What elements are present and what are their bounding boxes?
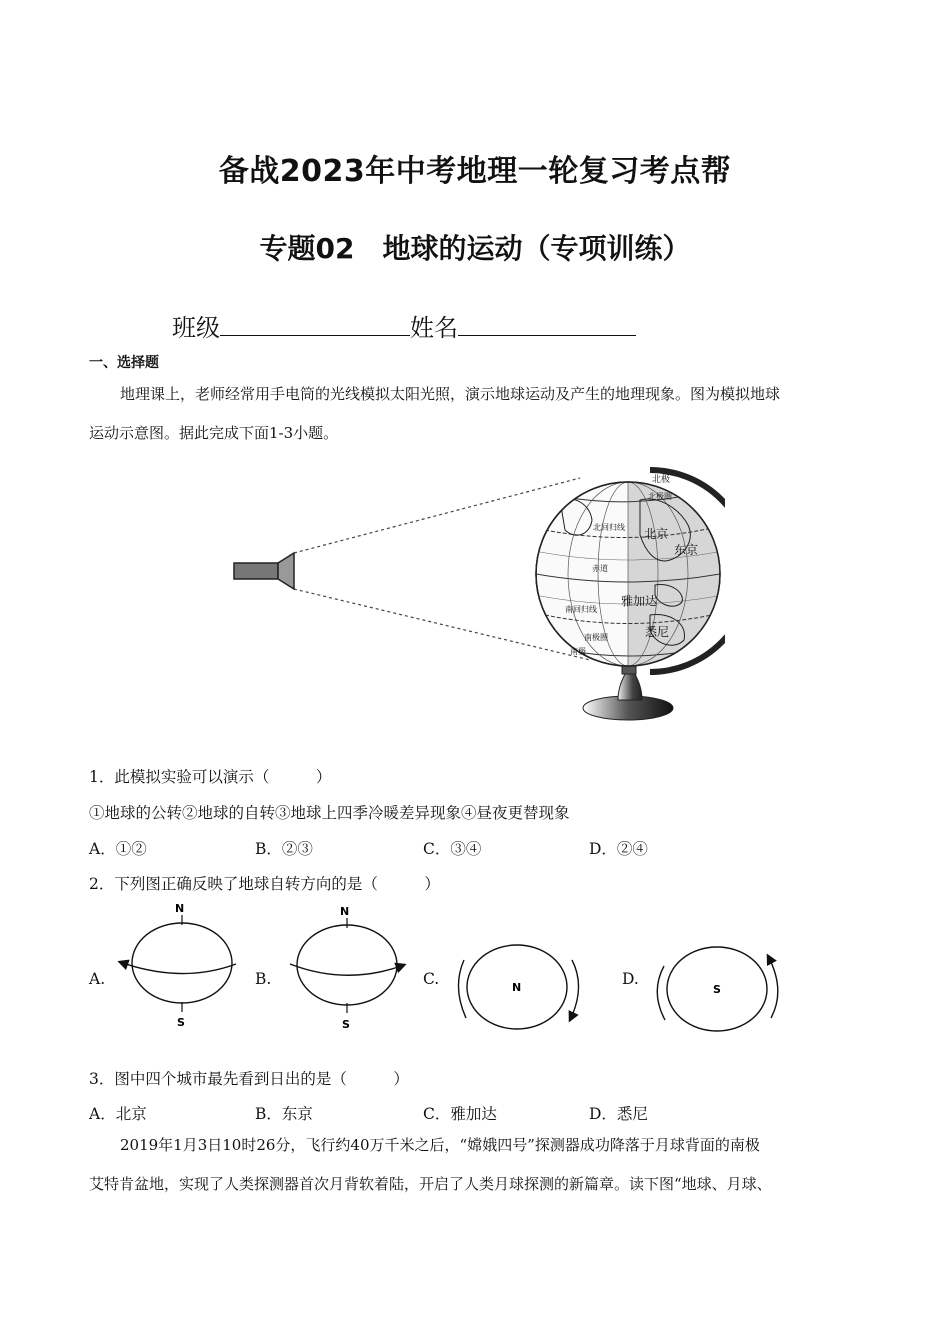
intro-line-1: 地理课上，老师经常用手电筒的光线模拟太阳光照，演示地球运动及产生的地理现象。图为模拟地球 [120, 385, 781, 403]
tropic-cancer-label: 北回归线 [593, 523, 625, 532]
page-subtitle: 专题02 地球的运动（专项训练） [259, 232, 691, 265]
south-pole-label: 南极 [570, 647, 586, 656]
q1-option-d[interactable]: D．②④ [589, 840, 648, 858]
antarctic-circle-label: 南极圈 [584, 633, 608, 642]
equator-label: 赤道 [592, 564, 608, 573]
rotation-diagrams [100, 895, 800, 1035]
q1-option-c[interactable]: C．③④ [423, 840, 482, 858]
section-title: 一、选择题 [89, 355, 159, 371]
option-b-south-label: S [342, 1018, 350, 1031]
class-blank[interactable] [220, 311, 410, 336]
option-a-south-label: S [177, 1016, 185, 1029]
q3-option-d[interactable]: D．悉尼 [589, 1105, 648, 1123]
globe [536, 470, 725, 680]
class-name-row [172, 308, 636, 343]
flashlight-icon [234, 553, 294, 589]
name-blank[interactable] [458, 311, 636, 336]
option-c-north-label: N [512, 981, 522, 994]
page-title: 备战2023年中考地理一轮复习考点帮 [218, 154, 732, 189]
option-c-diagram[interactable] [458, 945, 578, 1029]
arctic-circle-label: 北极圈 [648, 492, 672, 501]
sydney-label: 悉尼 [645, 625, 670, 639]
north-pole-label: 北极 [652, 475, 671, 485]
q3-option-a[interactable]: A．北京 [89, 1105, 147, 1123]
class-label: 班级 [172, 314, 220, 342]
question-3-stem: 3．图中四个城市最先看到日出的是（ ） [89, 1070, 409, 1088]
jakarta-label: 雅加达 [621, 594, 658, 608]
option-d-south-label: S [713, 983, 721, 996]
q3-option-b[interactable]: B．东京 [255, 1105, 313, 1123]
option-b-north-label: N [340, 905, 350, 918]
intro-line-2: 运动示意图。据此完成下面1-3小题。 [89, 424, 339, 442]
beam-upper-line [294, 478, 580, 553]
question-1-stem: 1．此模拟实验可以演示（ ） [89, 768, 332, 786]
q2-option-c-letter[interactable]: C. [423, 970, 440, 988]
question-1-statements: ①地球的公转②地球的自转③地球上四季冷暖差异现象④昼夜更替现象 [89, 804, 570, 822]
option-a-diagram[interactable] [120, 902, 236, 1029]
option-d-diagram[interactable] [657, 947, 778, 1031]
option-b-diagram[interactable] [290, 905, 404, 1031]
q2-option-d-letter[interactable]: D. [622, 970, 639, 988]
option-a-north-label: N [175, 902, 185, 915]
tokyo-label: 东京 [674, 543, 699, 557]
passage-line-1: 2019年1月3日10时26分，飞行约40万千米之后，“嫦娥四号”探测器成功降落于月球背面的南极 [120, 1136, 760, 1154]
tropic-capricorn-label: 南回归线 [565, 605, 597, 614]
globe-figure [225, 455, 725, 730]
passage-line-2: 艾特肯盆地，实现了人类探测器首次月背软着陆，开启了人类月球探测的新篇章。读下图“地球、月球、 [89, 1175, 772, 1193]
beijing-label: 北京 [644, 527, 669, 541]
q1-option-a[interactable]: A．①② [89, 840, 147, 858]
name-label: 姓名 [410, 314, 458, 342]
q1-option-b[interactable]: B．②③ [255, 840, 313, 858]
question-2-stem: 2．下列图正确反映了地球自转方向的是（ ） [89, 875, 440, 893]
q2-option-b-letter[interactable]: B. [255, 970, 272, 988]
q3-option-c[interactable]: C．雅加达 [423, 1105, 497, 1123]
q2-option-a-letter[interactable]: A. [89, 970, 106, 988]
